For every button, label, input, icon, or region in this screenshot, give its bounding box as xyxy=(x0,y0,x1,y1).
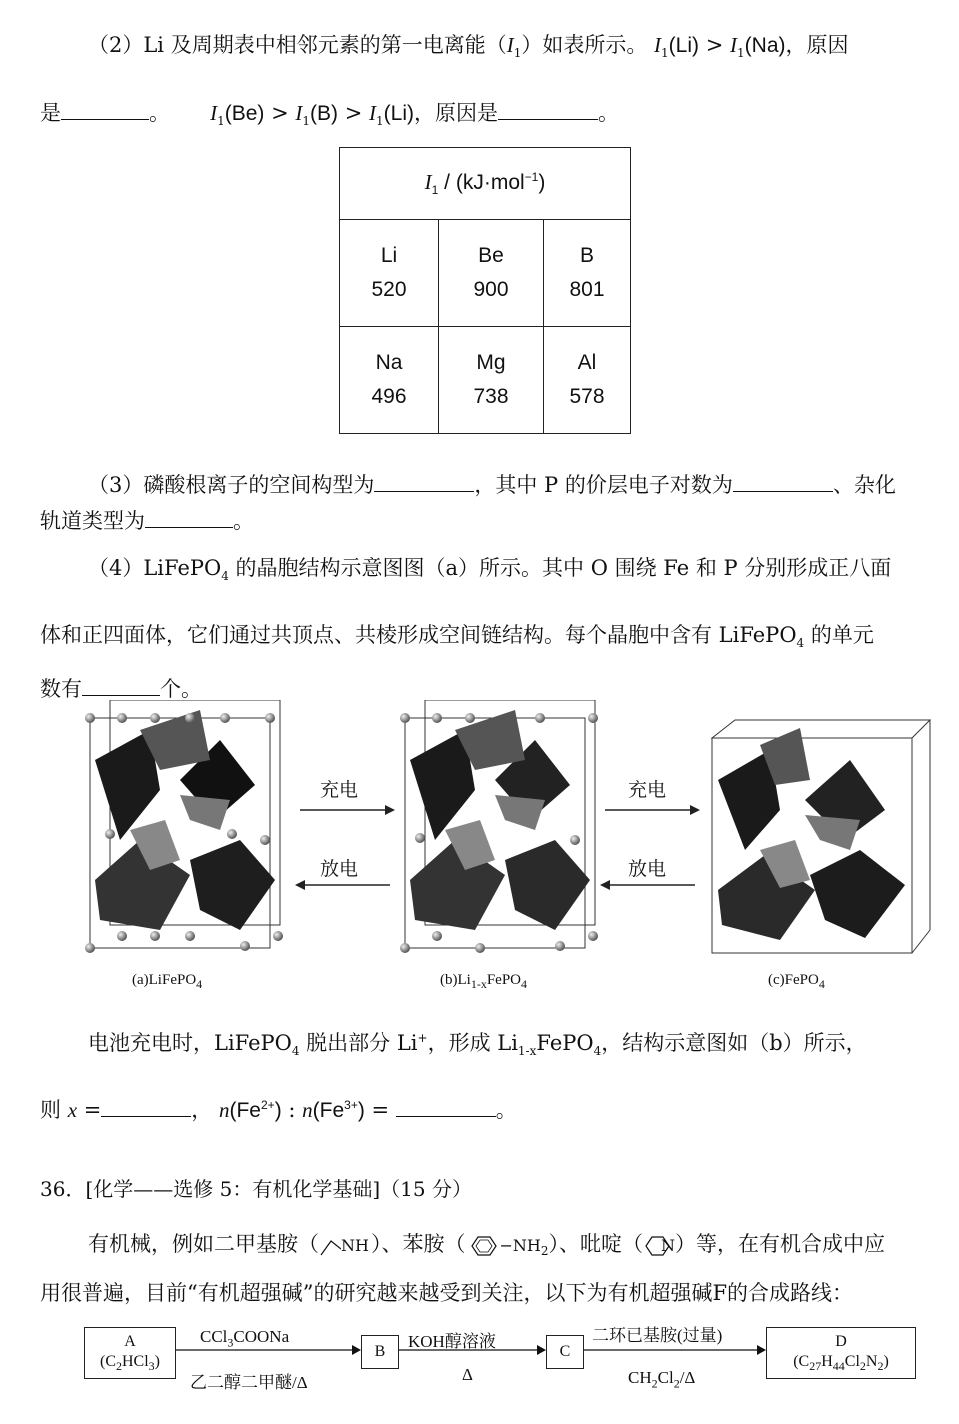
battery-line1: 电池充电时，LiFePO$_4$ 脱出部分 Li+，形成 $Li_{1-x}FePO_4$，结构示意图如（b）所示， xyxy=(88,1031,867,1059)
answer-blank[interactable] xyxy=(101,1096,191,1117)
unit-cell-b xyxy=(400,700,598,953)
compound-a-box: A $(C_2HCl_3)$ xyxy=(84,1327,176,1379)
table-cell: Be 900 xyxy=(439,220,544,327)
answer-blank[interactable] xyxy=(61,99,149,120)
caption-a: (a)LiFePO$_4$ xyxy=(132,972,203,991)
q4-line2: 体和正四面体，它们通过共顶点、共棱形成空间链结构。每个晶胞中含有 LiFePO$_4$ 的单元 xyxy=(40,623,874,651)
reagent-3-top: 二环已基胺(过量) xyxy=(592,1326,723,1345)
discharge-label: 放电 xyxy=(320,858,359,880)
answer-blank[interactable] xyxy=(145,507,233,528)
q2-line1: （2）Li 及周期表中相邻元素的第一电离能$(I_1)$如表所示。 $I_1(Li) > I_1(Na)$，原因 xyxy=(88,33,849,61)
reagent-1-bottom: 乙二醇二甲醚/Δ xyxy=(190,1373,308,1392)
q4-line1: （4）LiFePO$_4$ 的晶胞结构示意图图（a）所示。其中 O 围绕 Fe 和 P 分别形成正八面 xyxy=(88,556,892,584)
pyridine-structure: N xyxy=(643,1229,675,1261)
answer-blank[interactable] xyxy=(396,1096,496,1117)
unit-cell-c xyxy=(712,720,930,953)
crystal-structure-figure xyxy=(0,700,959,1000)
q36-line1: 有机械，例如二甲基胺（ NH）、苯胺（ $-NH_2$）、吡啶（ N）等，在有机合成中应 xyxy=(88,1229,885,1266)
caption-b: $(b)Li_{1-x}FePO_4$ xyxy=(440,972,528,991)
compound-d-box: D $(C_{27}H_{44}Cl_2N_2)$ xyxy=(766,1327,916,1379)
route-arrow-2 xyxy=(399,1344,546,1356)
table-cell: Mg 738 xyxy=(439,327,544,434)
table-cell: Na 496 xyxy=(340,327,439,434)
answer-blank[interactable] xyxy=(82,675,160,696)
aniline-structure: $-NH_2$ xyxy=(466,1229,549,1266)
q3-line2: 轨道类型为 。 xyxy=(40,509,254,533)
reagent-3-bottom: $CH_2Cl_2/\Delta$ xyxy=(628,1368,696,1391)
dimethylamine-structure: NH xyxy=(319,1229,371,1261)
ionization-energy-table xyxy=(339,147,631,434)
reagent-2-bottom: Δ xyxy=(462,1365,473,1384)
unit-cell-a xyxy=(85,700,283,953)
q4-line3: 数有 个。 xyxy=(40,677,202,701)
discharge-label: 放电 xyxy=(628,858,667,880)
table-cell: Al 578 xyxy=(544,327,631,434)
route-arrow-1 xyxy=(176,1344,361,1356)
answer-blank[interactable] xyxy=(374,471,474,492)
caption-c: (c)FePO$_4$ xyxy=(768,972,825,991)
q36-title: 36．[化学——选修 5：有机化学基础]（15 分） xyxy=(40,1177,472,1201)
battery-line2: 则 x = ， $n(Fe^{2+})$ : $n(Fe^{3+})$ = 。 xyxy=(40,1098,517,1122)
compound-b-box: B xyxy=(361,1335,399,1369)
answer-blank[interactable] xyxy=(733,471,833,492)
charge-label: 充电 xyxy=(320,779,359,801)
table-cell: Li 520 xyxy=(340,220,439,327)
table-header: $I_1 / (kJ\cdot mol^{-1})$ xyxy=(340,148,631,220)
q2-line2: 是 。 $I_1(Be) > I_1(B) > I_1(Li)$，原因是 。 xyxy=(40,101,620,129)
q3-line1: （3）磷酸根离子的空间构型为 ，其中 P 的价层电子对数为 、杂化 xyxy=(88,473,896,497)
route-arrow-3 xyxy=(584,1344,766,1356)
q36-line2: 用很普遍，目前“有机超强碱”的研究越来越受到关注，以下为有机超强碱F的合成路线： xyxy=(40,1281,854,1305)
compound-c-box: C xyxy=(546,1335,584,1369)
reagent-2-top: KOH醇溶液 xyxy=(408,1332,496,1351)
table-cell: B 801 xyxy=(544,220,631,327)
charge-label: 充电 xyxy=(628,779,667,801)
answer-blank[interactable] xyxy=(498,99,598,120)
reagent-1-top: CCl$_3$COONa xyxy=(200,1327,290,1350)
